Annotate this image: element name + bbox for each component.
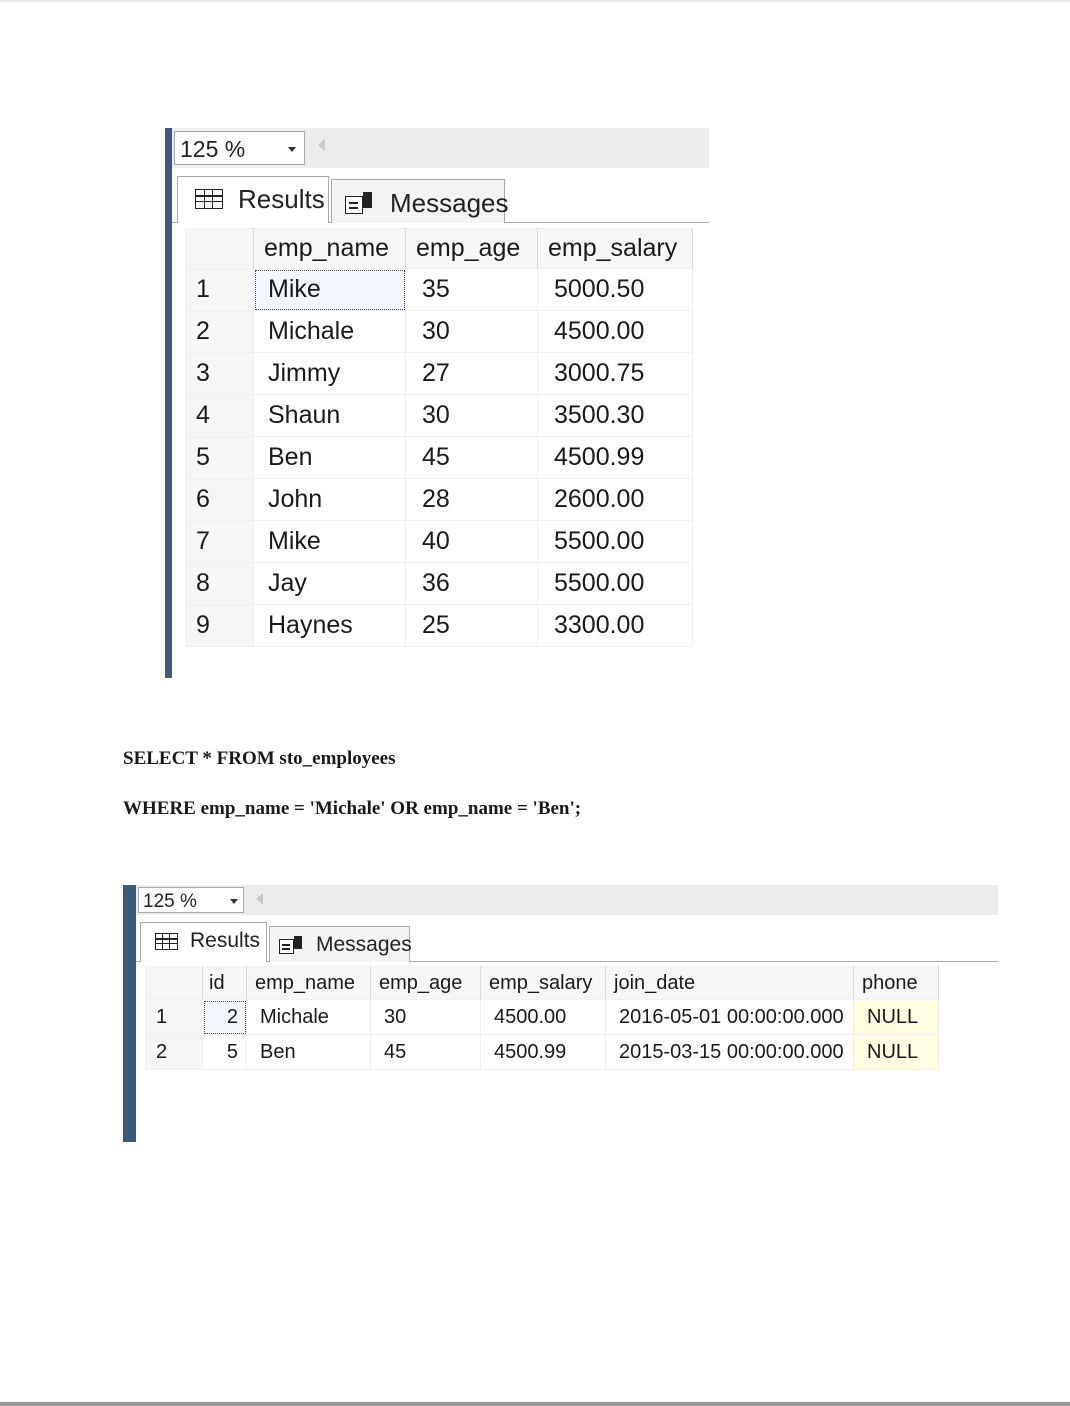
column-header-emp-salary[interactable]: emp_salary — [481, 967, 606, 1000]
cell-emp-name[interactable]: Jay — [254, 563, 406, 605]
cell-emp-age[interactable]: 36 — [406, 563, 538, 605]
cell-emp-salary[interactable]: 5500.00 — [538, 521, 693, 563]
editor-left-bar — [165, 128, 172, 678]
cell-emp-name[interactable]: Haynes — [254, 605, 406, 647]
cell-id[interactable]: 2 — [203, 1000, 247, 1035]
column-header-emp-age[interactable]: emp_age — [371, 967, 481, 1000]
cell-emp-name[interactable]: Michale — [247, 1000, 371, 1035]
scroll-left-icon[interactable] — [256, 893, 263, 905]
tab-messages-label: Messages — [316, 933, 412, 956]
cell-emp-name[interactable]: Shaun — [254, 395, 406, 437]
cell-emp-name[interactable]: John — [254, 479, 406, 521]
column-header-phone[interactable]: phone — [854, 967, 939, 1000]
tab-messages[interactable] — [331, 179, 509, 223]
table-row[interactable] — [186, 311, 693, 353]
scroll-left-icon[interactable] — [318, 139, 325, 151]
zoom-select[interactable] — [138, 887, 244, 913]
cell-emp-name[interactable]: Mike — [254, 269, 406, 311]
row-number[interactable]: 7 — [186, 521, 254, 563]
results-grid-1 — [185, 228, 693, 647]
tab-results-label: Results — [238, 184, 325, 214]
cell-emp-salary[interactable]: 4500.00 — [481, 1000, 606, 1035]
results-grid-2 — [145, 966, 939, 1070]
cell-emp-salary[interactable]: 5500.00 — [538, 563, 693, 605]
cell-emp-age[interactable]: 40 — [406, 521, 538, 563]
messages-icon — [345, 190, 375, 216]
chevron-down-icon[interactable] — [288, 147, 296, 152]
zoom-toolbar — [136, 885, 998, 915]
cell-phone[interactable]: NULL — [854, 1035, 939, 1070]
table-row[interactable] — [186, 353, 693, 395]
cell-emp-age[interactable]: 30 — [371, 1000, 481, 1035]
tab-messages[interactable] — [269, 926, 410, 962]
tab-results-label: Results — [190, 929, 261, 952]
cell-emp-name[interactable]: Ben — [247, 1035, 371, 1070]
cell-emp-name[interactable]: Jimmy — [254, 353, 406, 395]
zoom-value: 125 % — [180, 136, 246, 162]
tab-results[interactable] — [177, 176, 329, 223]
cell-id[interactable]: 5 — [203, 1035, 247, 1070]
table-row[interactable] — [186, 437, 693, 479]
row-number[interactable]: 6 — [186, 479, 254, 521]
cell-emp-age[interactable]: 30 — [406, 395, 538, 437]
table-row[interactable] — [186, 563, 693, 605]
table-row[interactable] — [186, 605, 693, 647]
column-header-emp-name[interactable]: emp_name — [254, 229, 406, 269]
cell-emp-salary[interactable]: 3000.75 — [538, 353, 693, 395]
grid-header-row — [186, 229, 693, 269]
row-number[interactable]: 9 — [186, 605, 254, 647]
cell-emp-age[interactable]: 45 — [371, 1035, 481, 1070]
page-bottom-border — [0, 1402, 1070, 1406]
cell-emp-salary[interactable]: 4500.99 — [538, 437, 693, 479]
table-row[interactable] — [186, 479, 693, 521]
row-number[interactable]: 8 — [186, 563, 254, 605]
results-panel-1 — [165, 128, 709, 678]
cell-emp-name[interactable]: Mike — [254, 521, 406, 563]
table-row[interactable] — [186, 269, 693, 311]
column-header-emp-salary[interactable]: emp_salary — [538, 229, 693, 269]
row-number[interactable]: 1 — [146, 1000, 203, 1035]
editor-left-bar — [123, 885, 136, 1142]
results-panel-2 — [123, 885, 998, 1142]
cell-join-date[interactable]: 2016-05-01 00:00:00.000 — [606, 1000, 854, 1035]
cell-phone[interactable]: NULL — [854, 1000, 939, 1035]
tab-messages-label: Messages — [390, 188, 509, 218]
zoom-select[interactable] — [174, 131, 305, 165]
row-number[interactable]: 4 — [186, 395, 254, 437]
table-row[interactable] — [146, 1000, 939, 1035]
zoom-value: 125 % — [143, 891, 197, 912]
corner-cell[interactable] — [146, 967, 203, 1000]
cell-emp-salary[interactable]: 4500.99 — [481, 1035, 606, 1070]
cell-emp-salary[interactable]: 2600.00 — [538, 479, 693, 521]
page-top-border — [0, 0, 1070, 2]
cell-emp-salary[interactable]: 3300.00 — [538, 605, 693, 647]
cell-emp-name[interactable]: Michale — [254, 311, 406, 353]
grid-header-row — [146, 967, 939, 1000]
column-header-emp-name[interactable]: emp_name — [247, 967, 371, 1000]
messages-icon — [279, 934, 304, 956]
table-row[interactable] — [186, 521, 693, 563]
cell-emp-salary[interactable]: 5000.50 — [538, 269, 693, 311]
table-row[interactable] — [186, 395, 693, 437]
sql-line-2: WHERE emp_name = 'Michale' OR emp_name = 'Ben'; — [123, 798, 582, 819]
cell-emp-age[interactable]: 45 — [406, 437, 538, 479]
results-grid-icon — [195, 189, 223, 209]
cell-emp-age[interactable]: 28 — [406, 479, 538, 521]
column-header-emp-age[interactable]: emp_age — [406, 229, 538, 269]
cell-emp-age[interactable]: 30 — [406, 311, 538, 353]
cell-emp-age[interactable]: 35 — [406, 269, 538, 311]
column-header-join-date[interactable]: join_date — [606, 967, 854, 1000]
tab-results[interactable] — [140, 922, 267, 962]
results-grid-icon — [155, 933, 178, 950]
corner-cell[interactable] — [186, 229, 254, 269]
row-number[interactable]: 2 — [186, 311, 254, 353]
cell-emp-salary[interactable]: 4500.00 — [538, 311, 693, 353]
sql-line-1: SELECT * FROM sto_employees — [123, 748, 396, 769]
cell-join-date[interactable]: 2015-03-15 00:00:00.000 — [606, 1035, 854, 1070]
row-number[interactable]: 3 — [186, 353, 254, 395]
cell-emp-salary[interactable]: 3500.30 — [538, 395, 693, 437]
row-number[interactable]: 1 — [186, 269, 254, 311]
row-number[interactable]: 2 — [146, 1035, 203, 1070]
column-header-id[interactable]: id — [203, 967, 247, 1000]
chevron-down-icon[interactable] — [230, 899, 238, 904]
cell-emp-age[interactable]: 25 — [406, 605, 538, 647]
table-row[interactable] — [146, 1035, 939, 1070]
row-number[interactable]: 5 — [186, 437, 254, 479]
cell-emp-name[interactable]: Ben — [254, 437, 406, 479]
cell-emp-age[interactable]: 27 — [406, 353, 538, 395]
